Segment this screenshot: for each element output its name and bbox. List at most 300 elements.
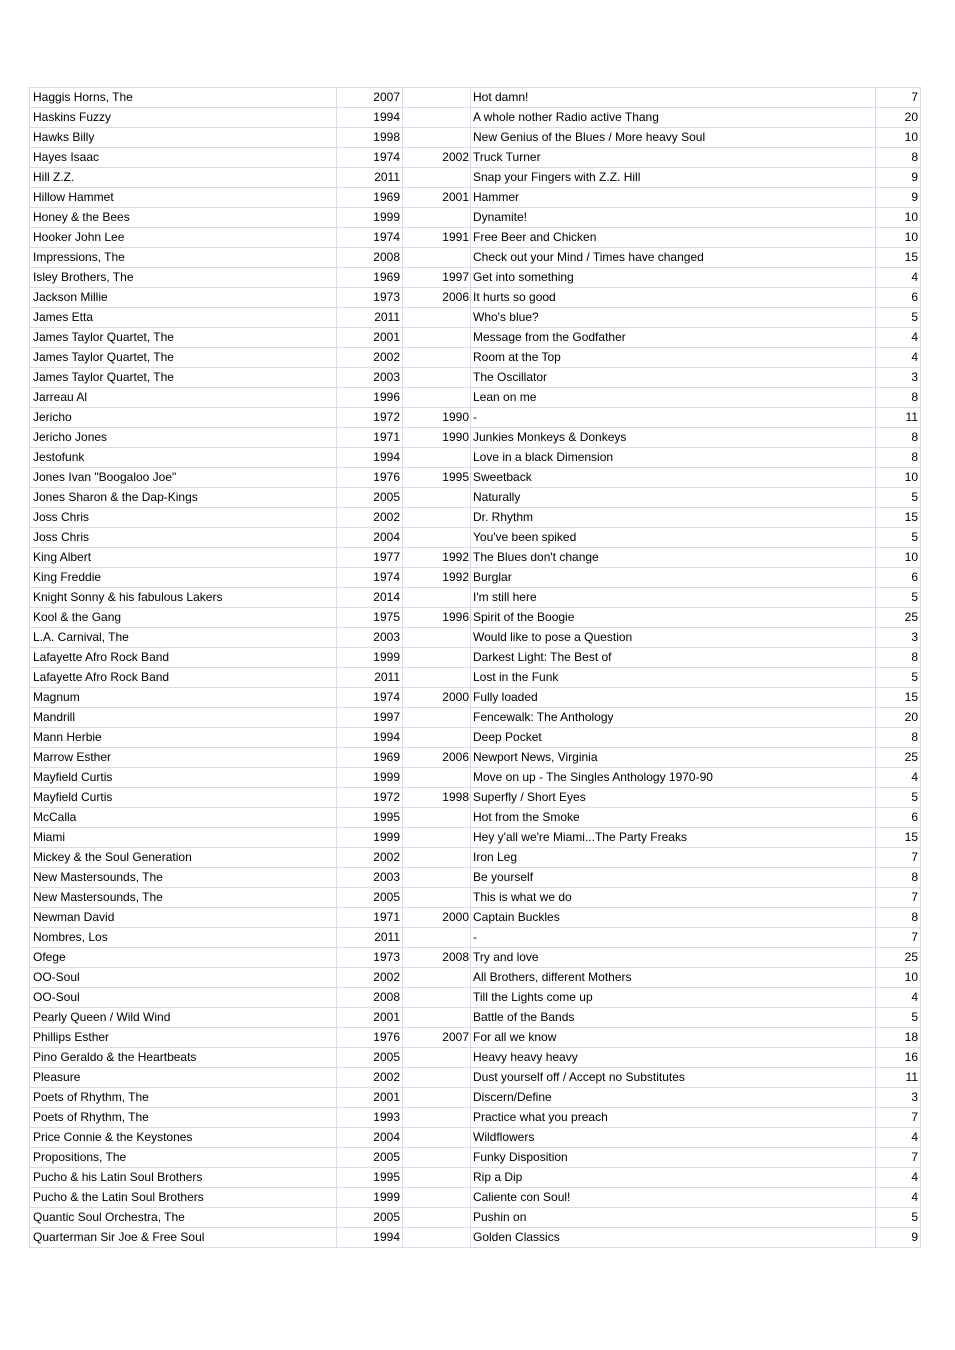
year-cell: 2008 [337,988,403,1008]
artist-cell: Honey & the Bees [30,208,337,228]
table-row [30,808,921,828]
price-cell: 5 [876,528,921,548]
price-cell: 5 [876,1008,921,1028]
price-cell: 10 [876,228,921,248]
artist-cell: Pearly Queen / Wild Wind [30,1008,337,1028]
price-cell: 10 [876,468,921,488]
year-cell: 2011 [337,928,403,948]
title-cell: Discern/Define [471,1088,876,1108]
artist-cell: Knight Sonny & his fabulous Lakers [30,588,337,608]
artist-cell: Jackson Millie [30,288,337,308]
year-cell: 1999 [337,208,403,228]
year-cell: 1999 [337,768,403,788]
reissue-year-cell [403,988,471,1008]
reissue-year-cell [403,488,471,508]
artist-cell: L.A. Carnival, The [30,628,337,648]
title-cell: Lost in the Funk [471,668,876,688]
title-cell: Caliente con Soul! [471,1188,876,1208]
reissue-year-cell [403,368,471,388]
title-cell: Lean on me [471,388,876,408]
title-cell: This is what we do [471,888,876,908]
table-row [30,888,921,908]
title-cell: Dynamite! [471,208,876,228]
table-row [30,748,921,768]
reissue-year-cell [403,348,471,368]
artist-cell: Hillow Hammet [30,188,337,208]
year-cell: 1995 [337,1168,403,1188]
year-cell: 2005 [337,888,403,908]
reissue-year-cell [403,1068,471,1088]
table-row [30,928,921,948]
title-cell: All Brothers, different Mothers [471,968,876,988]
price-cell: 8 [876,868,921,888]
reissue-year-cell [403,328,471,348]
title-cell: Newport News, Virginia [471,748,876,768]
title-cell: Get into something [471,268,876,288]
title-cell: You've been spiked [471,528,876,548]
reissue-year-cell [403,1188,471,1208]
title-cell: Pushin on [471,1208,876,1228]
price-cell: 25 [876,608,921,628]
price-cell: 8 [876,428,921,448]
table-row [30,768,921,788]
title-cell: Be yourself [471,868,876,888]
year-cell: 2007 [337,88,403,108]
artist-cell: OO-Soul [30,968,337,988]
table-row [30,868,921,888]
reissue-year-cell: 2000 [403,908,471,928]
price-cell: 4 [876,1188,921,1208]
table-row [30,168,921,188]
artist-cell: Miami [30,828,337,848]
price-cell: 8 [876,728,921,748]
table-row [30,408,921,428]
title-cell: Free Beer and Chicken [471,228,876,248]
reissue-year-cell [403,768,471,788]
artist-cell: Jericho Jones [30,428,337,448]
title-cell: Fencewalk: The Anthology [471,708,876,728]
price-cell: 11 [876,1068,921,1088]
table-row [30,448,921,468]
price-cell: 10 [876,208,921,228]
reissue-year-cell [403,388,471,408]
artist-cell: James Taylor Quartet, The [30,328,337,348]
price-cell: 4 [876,328,921,348]
artist-cell: Hawks Billy [30,128,337,148]
reissue-year-cell [403,508,471,528]
reissue-year-cell [403,848,471,868]
table-row [30,528,921,548]
table-row [30,468,921,488]
price-cell: 3 [876,1088,921,1108]
reissue-year-cell [403,308,471,328]
title-cell: Hot from the Smoke [471,808,876,828]
year-cell: 1977 [337,548,403,568]
year-cell: 1971 [337,908,403,928]
reissue-year-cell [403,1228,471,1248]
reissue-year-cell [403,808,471,828]
price-cell: 10 [876,128,921,148]
table-row [30,548,921,568]
artist-cell: Magnum [30,688,337,708]
title-cell: Love in a black Dimension [471,448,876,468]
artist-cell: Mickey & the Soul Generation [30,848,337,868]
table-row [30,968,921,988]
year-cell: 1969 [337,748,403,768]
year-cell: 1996 [337,388,403,408]
price-cell: 6 [876,568,921,588]
reissue-year-cell: 2001 [403,188,471,208]
table-row [30,608,921,628]
title-cell: Rip a Dip [471,1168,876,1188]
title-cell: I'm still here [471,588,876,608]
table-row [30,688,921,708]
reissue-year-cell [403,1128,471,1148]
title-cell: Golden Classics [471,1228,876,1248]
artist-cell: Impressions, The [30,248,337,268]
reissue-year-cell [403,648,471,668]
title-cell: Try and love [471,948,876,968]
table-row [30,588,921,608]
reissue-year-cell [403,168,471,188]
table-row [30,108,921,128]
year-cell: 2004 [337,528,403,548]
title-cell: Captain Buckles [471,908,876,928]
reissue-year-cell: 2008 [403,948,471,968]
table-row [30,388,921,408]
price-cell: 8 [876,388,921,408]
reissue-year-cell: 2000 [403,688,471,708]
title-cell: Iron Leg [471,848,876,868]
artist-cell: Jones Ivan "Boogaloo Joe" [30,468,337,488]
table-row [30,88,921,108]
title-cell: Fully loaded [471,688,876,708]
year-cell: 2001 [337,1008,403,1028]
reissue-year-cell [403,728,471,748]
price-cell: 3 [876,628,921,648]
price-cell: 7 [876,848,921,868]
artist-cell: Quarterman Sir Joe & Free Soul [30,1228,337,1248]
record-table-body [30,88,921,1248]
title-cell: Spirit of the Boogie [471,608,876,628]
artist-cell: OO-Soul [30,988,337,1008]
price-cell: 20 [876,108,921,128]
year-cell: 1974 [337,568,403,588]
price-cell: 4 [876,988,921,1008]
table-row [30,848,921,868]
price-cell: 9 [876,168,921,188]
price-cell: 5 [876,788,921,808]
artist-cell: Jestofunk [30,448,337,468]
title-cell: Move on up - The Singles Anthology 1970-90 [471,768,876,788]
year-cell: 2002 [337,1068,403,1088]
table-row [30,1008,921,1028]
artist-cell: Joss Chris [30,528,337,548]
reissue-year-cell [403,208,471,228]
price-cell: 16 [876,1048,921,1068]
title-cell: Room at the Top [471,348,876,368]
title-cell: Practice what you preach [471,1108,876,1128]
reissue-year-cell [403,1208,471,1228]
reissue-year-cell: 1992 [403,568,471,588]
table-row [30,1148,921,1168]
artist-cell: Lafayette Afro Rock Band [30,668,337,688]
title-cell: - [471,928,876,948]
price-cell: 8 [876,908,921,928]
artist-cell: Mayfield Curtis [30,788,337,808]
title-cell: Superfly / Short Eyes [471,788,876,808]
artist-cell: New Mastersounds, The [30,868,337,888]
reissue-year-cell [403,1148,471,1168]
reissue-year-cell [403,1168,471,1188]
year-cell: 2003 [337,868,403,888]
reissue-year-cell: 1998 [403,788,471,808]
title-cell: Hey y'all we're Miami...The Party Freaks [471,828,876,848]
year-cell: 2011 [337,668,403,688]
table-row [30,568,921,588]
year-cell: 2005 [337,488,403,508]
artist-cell: Mann Herbie [30,728,337,748]
artist-cell: Nombres, Los [30,928,337,948]
year-cell: 1999 [337,648,403,668]
year-cell: 2003 [337,368,403,388]
artist-cell: Poets of Rhythm, The [30,1108,337,1128]
title-cell: Burglar [471,568,876,588]
reissue-year-cell [403,528,471,548]
artist-cell: McCalla [30,808,337,828]
title-cell: Deep Pocket [471,728,876,748]
artist-cell: James Taylor Quartet, The [30,348,337,368]
year-cell: 2002 [337,348,403,368]
year-cell: 1994 [337,728,403,748]
title-cell: Till the Lights come up [471,988,876,1008]
title-cell: It hurts so good [471,288,876,308]
reissue-year-cell: 1991 [403,228,471,248]
reissue-year-cell: 2002 [403,148,471,168]
table-row [30,288,921,308]
table-row [30,208,921,228]
year-cell: 1974 [337,148,403,168]
table-row [30,1208,921,1228]
reissue-year-cell: 2007 [403,1028,471,1048]
artist-cell: Quantic Soul Orchestra, The [30,1208,337,1228]
reissue-year-cell [403,708,471,728]
artist-cell: New Mastersounds, The [30,888,337,908]
year-cell: 2014 [337,588,403,608]
artist-cell: Haggis Horns, The [30,88,337,108]
table-row [30,228,921,248]
artist-cell: Marrow Esther [30,748,337,768]
year-cell: 2002 [337,968,403,988]
title-cell: New Genius of the Blues / More heavy Soul [471,128,876,148]
reissue-year-cell [403,628,471,648]
table-row [30,828,921,848]
table-row [30,328,921,348]
reissue-year-cell [403,968,471,988]
table-row [30,1188,921,1208]
artist-cell: Kool & the Gang [30,608,337,628]
year-cell: 1976 [337,1028,403,1048]
year-cell: 2011 [337,308,403,328]
year-cell: 2005 [337,1048,403,1068]
table-row [30,368,921,388]
price-cell: 4 [876,348,921,368]
artist-cell: Hill Z.Z. [30,168,337,188]
artist-cell: James Etta [30,308,337,328]
table-row [30,488,921,508]
artist-cell: Pucho & his Latin Soul Brothers [30,1168,337,1188]
price-cell: 4 [876,1168,921,1188]
year-cell: 1976 [337,468,403,488]
price-cell: 7 [876,928,921,948]
price-cell: 5 [876,488,921,508]
table-row [30,248,921,268]
artist-cell: Price Connie & the Keystones [30,1128,337,1148]
price-cell: 5 [876,668,921,688]
price-cell: 25 [876,948,921,968]
reissue-year-cell [403,88,471,108]
price-cell: 25 [876,748,921,768]
artist-cell: Lafayette Afro Rock Band [30,648,337,668]
year-cell: 2005 [337,1208,403,1228]
artist-cell: Mayfield Curtis [30,768,337,788]
table-row [30,148,921,168]
table-row [30,268,921,288]
price-cell: 8 [876,448,921,468]
price-cell: 8 [876,648,921,668]
price-cell: 15 [876,248,921,268]
artist-cell: Propositions, The [30,1148,337,1168]
reissue-year-cell: 2006 [403,748,471,768]
price-cell: 4 [876,1128,921,1148]
table-row [30,508,921,528]
reissue-year-cell [403,448,471,468]
title-cell: A whole nother Radio active Thang [471,108,876,128]
price-cell: 8 [876,148,921,168]
table-row [30,668,921,688]
year-cell: 1975 [337,608,403,628]
reissue-year-cell [403,588,471,608]
title-cell: The Oscillator [471,368,876,388]
title-cell: - [471,408,876,428]
table-row [30,1108,921,1128]
artist-cell: Pino Geraldo & the Heartbeats [30,1048,337,1068]
price-cell: 4 [876,768,921,788]
reissue-year-cell: 1995 [403,468,471,488]
table-row [30,128,921,148]
year-cell: 1969 [337,188,403,208]
reissue-year-cell [403,928,471,948]
price-cell: 9 [876,1228,921,1248]
record-table [29,87,921,1248]
artist-cell: Isley Brothers, The [30,268,337,288]
year-cell: 1973 [337,288,403,308]
artist-cell: Jones Sharon & the Dap-Kings [30,488,337,508]
price-cell: 3 [876,368,921,388]
table-row [30,1088,921,1108]
reissue-year-cell [403,1108,471,1128]
title-cell: Wildflowers [471,1128,876,1148]
table-row [30,648,921,668]
price-cell: 7 [876,1148,921,1168]
title-cell: Battle of the Bands [471,1008,876,1028]
table-row [30,1168,921,1188]
price-cell: 20 [876,708,921,728]
artist-cell: Poets of Rhythm, The [30,1088,337,1108]
year-cell: 1974 [337,228,403,248]
price-cell: 10 [876,548,921,568]
table-row [30,728,921,748]
table-row [30,908,921,928]
year-cell: 2003 [337,628,403,648]
year-cell: 2008 [337,248,403,268]
year-cell: 2001 [337,328,403,348]
year-cell: 1999 [337,828,403,848]
year-cell: 1998 [337,128,403,148]
artist-cell: Hayes Isaac [30,148,337,168]
year-cell: 1973 [337,948,403,968]
title-cell: Funky Disposition [471,1148,876,1168]
table-row [30,988,921,1008]
year-cell: 1972 [337,788,403,808]
year-cell: 1969 [337,268,403,288]
table-row [30,1228,921,1248]
title-cell: Hot damn! [471,88,876,108]
price-cell: 7 [876,1108,921,1128]
table-row [30,708,921,728]
year-cell: 1974 [337,688,403,708]
title-cell: For all we know [471,1028,876,1048]
artist-cell: Jarreau Al [30,388,337,408]
table-row [30,428,921,448]
reissue-year-cell: 1990 [403,408,471,428]
table-row [30,948,921,968]
artist-cell: King Albert [30,548,337,568]
title-cell: Message from the Godfather [471,328,876,348]
year-cell: 1995 [337,808,403,828]
title-cell: Darkest Light: The Best of [471,648,876,668]
price-cell: 18 [876,1028,921,1048]
title-cell: Hammer [471,188,876,208]
price-cell: 15 [876,828,921,848]
title-cell: Would like to pose a Question [471,628,876,648]
year-cell: 2001 [337,1088,403,1108]
table-row [30,1068,921,1088]
artist-cell: Phillips Esther [30,1028,337,1048]
reissue-year-cell: 1990 [403,428,471,448]
price-cell: 15 [876,688,921,708]
reissue-year-cell [403,1048,471,1068]
artist-cell: Mandrill [30,708,337,728]
year-cell: 1993 [337,1108,403,1128]
artist-cell: King Freddie [30,568,337,588]
year-cell: 1994 [337,108,403,128]
year-cell: 2002 [337,508,403,528]
price-cell: 5 [876,308,921,328]
reissue-year-cell [403,668,471,688]
reissue-year-cell: 1996 [403,608,471,628]
table-row [30,308,921,328]
artist-cell: Pleasure [30,1068,337,1088]
price-cell: 7 [876,888,921,908]
table-row [30,628,921,648]
table-row [30,348,921,368]
year-cell: 1999 [337,1188,403,1208]
reissue-year-cell [403,1088,471,1108]
title-cell: Heavy heavy heavy [471,1048,876,1068]
title-cell: Dust yourself off / Accept no Substitutes [471,1068,876,1088]
year-cell: 1994 [337,448,403,468]
